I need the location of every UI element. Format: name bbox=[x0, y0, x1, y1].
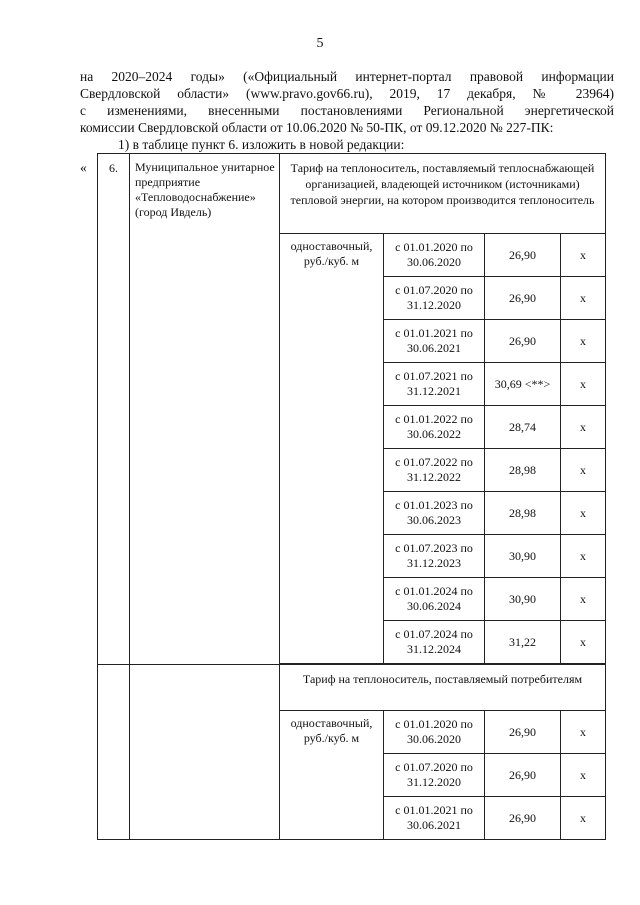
x-cell: x bbox=[561, 711, 606, 754]
tariff-value-cell: 28,74 bbox=[485, 406, 561, 449]
period-cell: с 01.07.2020 по 31.12.2020 bbox=[384, 754, 485, 797]
period-cell: с 01.07.2024 по 31.12.2024 bbox=[384, 621, 485, 664]
period-cell: с 01.01.2020 по 30.06.2020 bbox=[384, 711, 485, 754]
intro-line: с изменениями, внесенными постановлениями Региональной энергетической bbox=[80, 103, 614, 118]
x-cell: x bbox=[561, 277, 606, 320]
intro-line: Свердловской области» (www.pravo.gov66.ru), 2019, 17 декабря, № 23964) bbox=[80, 86, 614, 101]
x-cell: x bbox=[561, 578, 606, 621]
x-cell: x bbox=[561, 363, 606, 406]
period-cell: с 01.01.2023 по 30.06.2023 bbox=[384, 492, 485, 535]
section-header: Тариф на теплоноситель, поставляемый теплоснабжающей организацией, владеющей источником (источниками) тепловой энергии, на котором производится теплоноситель bbox=[280, 154, 606, 234]
period-cell: с 01.01.2021 по 30.06.2021 bbox=[384, 320, 485, 363]
intro-paragraph bbox=[80, 68, 614, 136]
tariff-value-cell: 26,90 bbox=[485, 320, 561, 363]
amendment-item: 1) в таблице пункт 6. изложить в новой редакции: bbox=[118, 137, 405, 152]
section-header: Тариф на теплоноситель, поставляемый потребителям bbox=[280, 665, 606, 711]
x-cell: x bbox=[561, 754, 606, 797]
tariff-value-cell: 26,90 bbox=[485, 711, 561, 754]
period-cell: с 01.01.2020 по 30.06.2020 bbox=[384, 234, 485, 277]
x-cell: x bbox=[561, 535, 606, 578]
tariff-table bbox=[97, 153, 606, 840]
x-cell: x bbox=[561, 234, 606, 277]
tariff-value-cell: 28,98 bbox=[485, 492, 561, 535]
period-cell: с 01.07.2020 по 31.12.2020 bbox=[384, 277, 485, 320]
tariff-value-cell: 30,90 bbox=[485, 578, 561, 621]
tariff-value-cell: 31,22 bbox=[485, 621, 561, 664]
x-cell: x bbox=[561, 492, 606, 535]
period-cell: с 01.07.2022 по 31.12.2022 bbox=[384, 449, 485, 492]
organization-name: Муниципальное унитарное предприятие «Тепловодоснабжение» (город Ивдель) bbox=[130, 154, 280, 665]
tariff-unit: одноставочный, руб./куб. м bbox=[280, 711, 384, 840]
tariff-value-cell: 26,90 bbox=[485, 797, 561, 840]
page-number: 5 bbox=[316, 36, 324, 51]
period-cell: с 01.01.2021 по 30.06.2021 bbox=[384, 797, 485, 840]
row-number-blank bbox=[98, 665, 130, 840]
period-cell: с 01.07.2023 по 31.12.2023 bbox=[384, 535, 485, 578]
period-cell: с 01.01.2022 по 30.06.2022 bbox=[384, 406, 485, 449]
x-cell: x bbox=[561, 320, 606, 363]
x-cell: x bbox=[561, 621, 606, 664]
tariff-value-cell: 30,69 <**> bbox=[485, 363, 561, 406]
tariff-value-cell: 30,90 bbox=[485, 535, 561, 578]
period-cell: с 01.01.2024 по 30.06.2024 bbox=[384, 578, 485, 621]
x-cell: x bbox=[561, 797, 606, 840]
organization-blank bbox=[130, 665, 280, 840]
x-cell: x bbox=[561, 406, 606, 449]
period-cell: с 01.07.2021 по 31.12.2021 bbox=[384, 363, 485, 406]
row-number: 6. bbox=[98, 154, 130, 665]
tariff-value-cell: 26,90 bbox=[485, 234, 561, 277]
tariff-value-cell: 26,90 bbox=[485, 277, 561, 320]
intro-line: комиссии Свердловской области от 10.06.2020 № 50-ПК, от 09.12.2020 № 227-ПК: bbox=[80, 120, 554, 135]
tariff-value-cell: 26,90 bbox=[485, 754, 561, 797]
x-cell: x bbox=[561, 449, 606, 492]
tariff-value-cell: 28,98 bbox=[485, 449, 561, 492]
intro-line: на 2020–2024 годы» («Официальный интернет-портал правовой информации bbox=[80, 69, 614, 84]
tariff-unit: одноставочный, руб./куб. м bbox=[280, 234, 384, 664]
opening-quote: « bbox=[80, 160, 87, 175]
